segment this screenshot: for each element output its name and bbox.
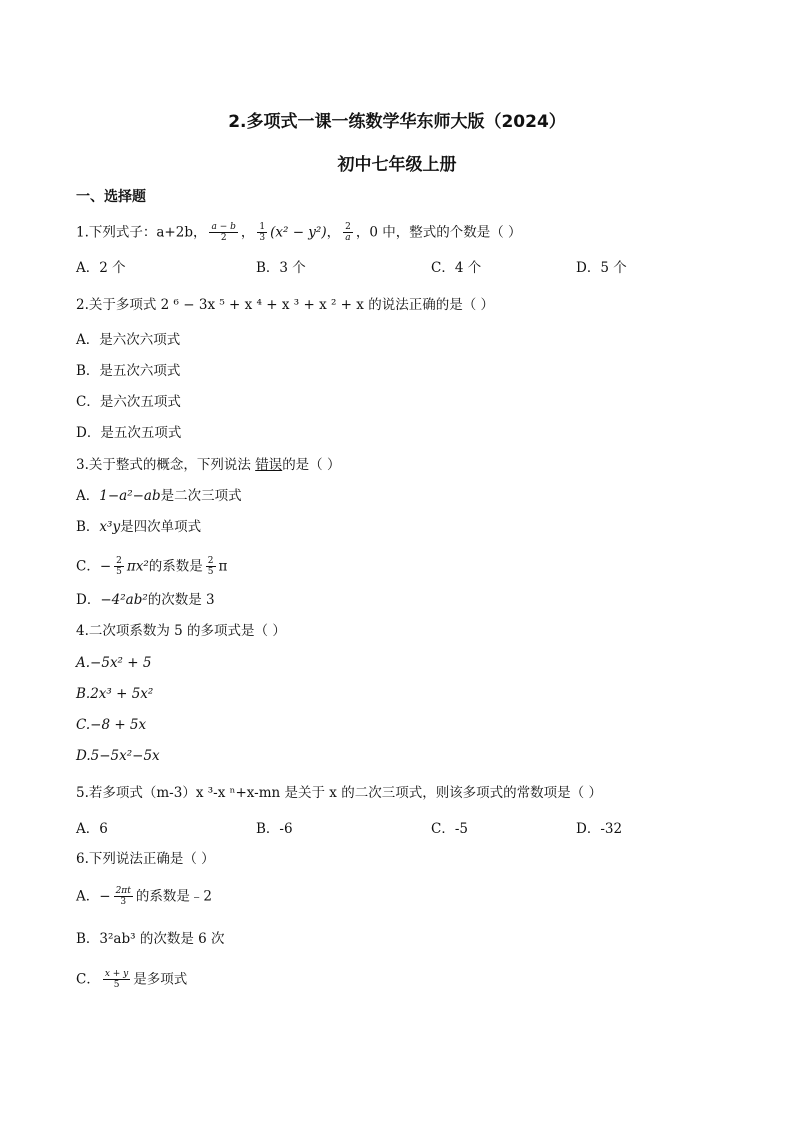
q4-option-b[interactable]: B.2x³ + 5x²: [76, 686, 154, 702]
q2-option-c[interactable]: C．是六次五项式: [76, 394, 181, 410]
q3-option-c[interactable]: C．− $\frac{2}{5}$ πx²的系数是 $\frac{2}{5}$ π: [76, 556, 228, 578]
q5-option-c[interactable]: C．-5: [431, 821, 468, 837]
q6-option-c[interactable]: C． $\frac{x + y}{5}$ 是多项式: [76, 969, 188, 991]
q1-option-b[interactable]: B．3 个: [256, 260, 306, 276]
document-subtitle: 初中七年级上册: [337, 155, 457, 175]
question-1-stem: 1.下列式子：a+2b， $\frac{a - b}{2}$ ， $\frac{1}{3}$ (x² − y²)， $\frac{2}{a}$ ，0 中，整式的个数是（ ）: [76, 222, 522, 244]
q5-option-a[interactable]: A．6: [76, 821, 108, 837]
q5-option-b[interactable]: B．-6: [256, 821, 293, 837]
q3-option-a[interactable]: A．1−a²−ab是二次三项式: [76, 488, 242, 504]
q5-option-d[interactable]: D．-32: [576, 821, 623, 837]
document-title: 2.多项式一课一练数学华东师大版（2024）: [228, 112, 566, 132]
section-heading: 一、选择题: [76, 189, 146, 205]
question-5-stem: 5.若多项式（m-3）x ³-x ⁿ+x-mn 是关于 x 的二次三项式，则该多项式的常数项是（ ）: [76, 785, 602, 801]
q2-option-d[interactable]: D．是五次五项式: [76, 425, 182, 441]
q4-option-d[interactable]: D.5−5x²−5x: [76, 748, 160, 764]
q4-option-a[interactable]: A.−5x² + 5: [76, 655, 152, 671]
fraction: $\frac{2}{5}$: [116, 556, 122, 578]
fraction: $\frac{x + y}{5}$: [104, 969, 129, 991]
q3-option-d[interactable]: D．−4²ab²的次数是 3: [76, 592, 215, 608]
q3-option-b[interactable]: B．x³y是四次单项式: [76, 519, 202, 535]
q2-option-a[interactable]: A．是六次六项式: [76, 332, 181, 348]
q6-option-b[interactable]: B．3²ab³ 的次数是 6 次: [76, 931, 225, 947]
q1-option-c[interactable]: C．4 个: [431, 260, 482, 276]
fraction: $\frac{2}{5}$: [207, 556, 214, 578]
fraction: $\frac{1}{3}$: [259, 222, 266, 244]
q1-option-d[interactable]: D．5 个: [576, 260, 627, 276]
question-6-stem: 6.下列说法正确是（ ）: [76, 851, 215, 867]
question-3-stem: 3.关于整式的概念，下列说法 错误的是（ ）: [76, 457, 341, 473]
q6-option-a[interactable]: A．− $\frac{2\pi t}{3}$ 的系数是﹣2: [76, 886, 212, 908]
underlined-keyword: 错误: [255, 457, 283, 473]
q1-option-a[interactable]: A．2 个: [76, 260, 126, 276]
question-2-stem: 2.关于多项式 2 ⁶ − 3x ⁵ + x ⁴ + x ³ + x ² + x 的说法正确的是（ ）: [76, 297, 494, 313]
question-4-stem: 4.二次项系数为 5 的多项式是（ ）: [76, 623, 286, 639]
fraction: $\frac{a - b}{2}$: [211, 222, 236, 244]
q2-option-b[interactable]: B．是五次六项式: [76, 363, 181, 379]
fraction: $\frac{2\pi t}{3}$: [115, 886, 131, 908]
fraction: $\frac{2}{a}$: [345, 222, 351, 244]
q4-option-c[interactable]: C.−8 + 5x: [76, 717, 147, 733]
